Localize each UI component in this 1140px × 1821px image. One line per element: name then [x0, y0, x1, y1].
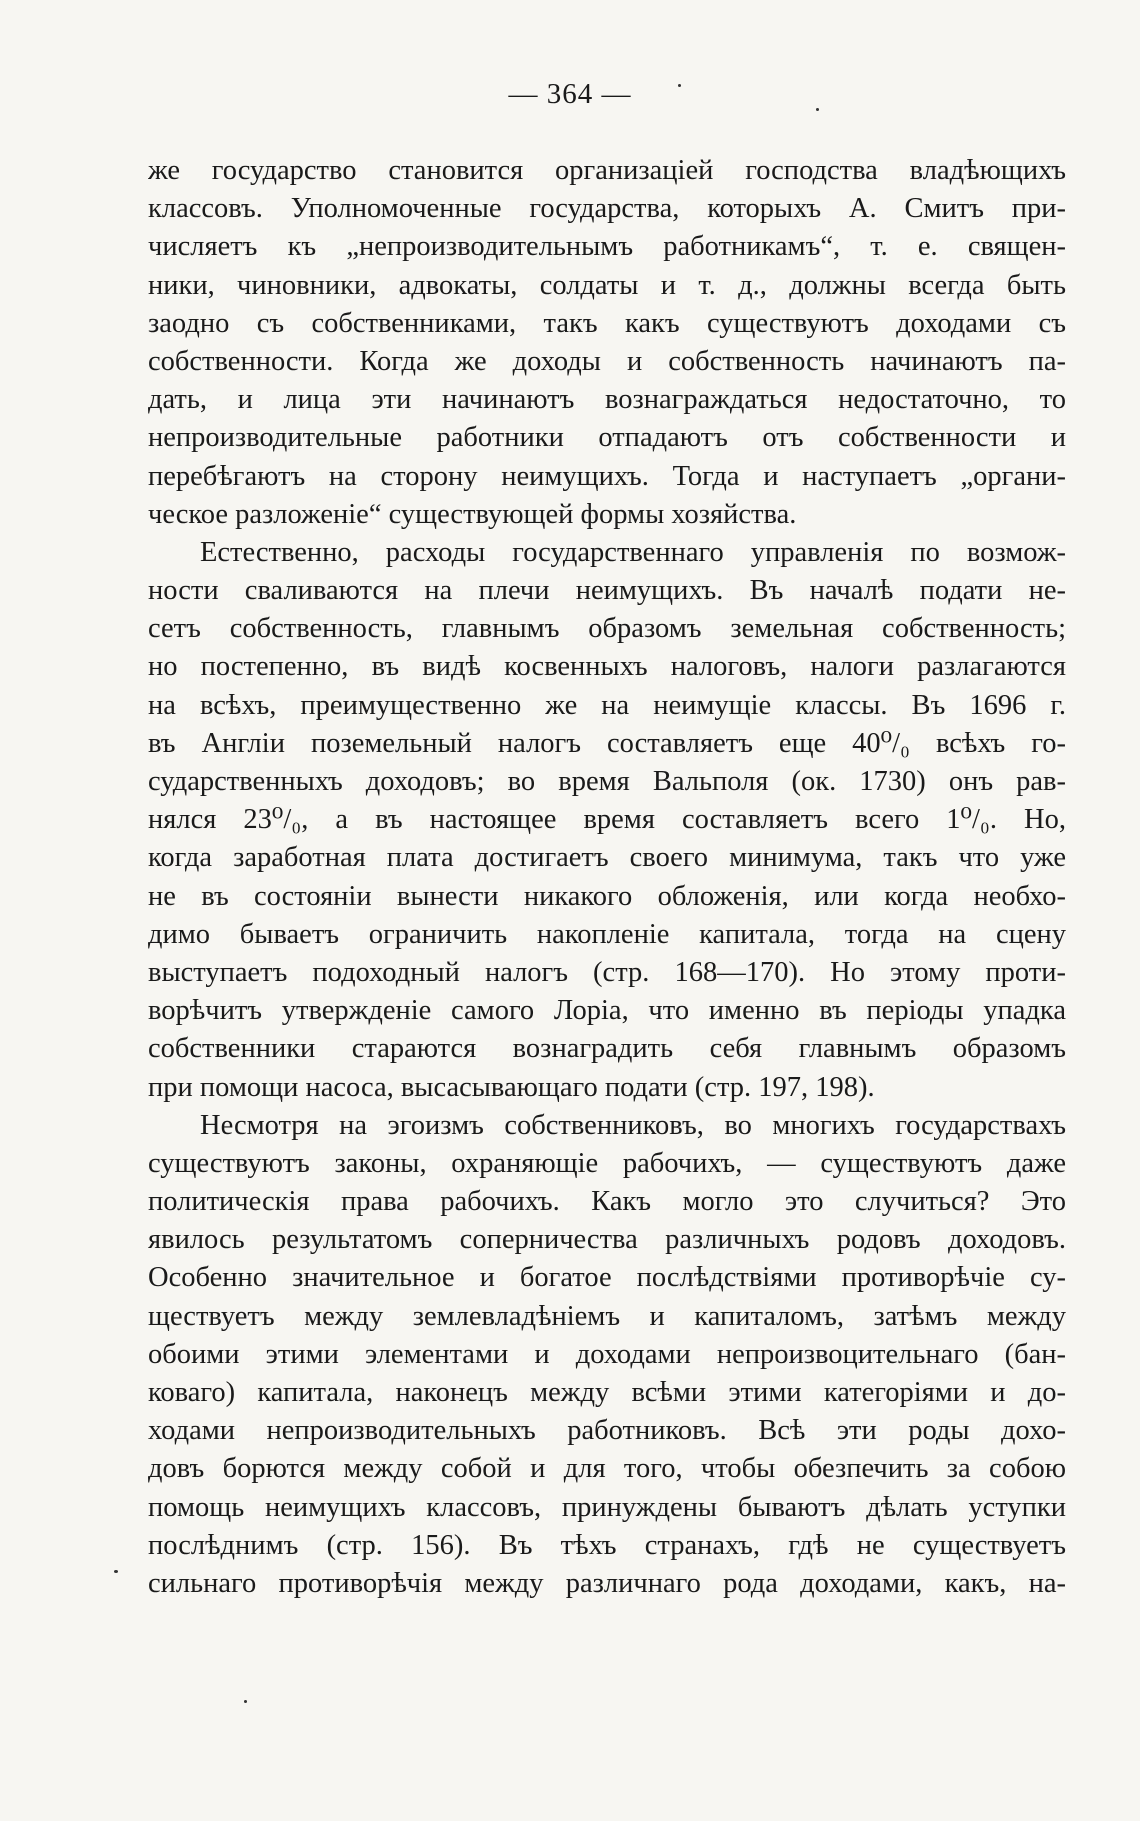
body-text: [148, 152, 1066, 1603]
text-line: когда заработная плата достигаетъ своего минимума, такъ что уже: [148, 842, 1066, 874]
text-line: послѣднимъ (стр. 156). Въ тѣхъ странахъ, гдѣ не существуетъ: [148, 1529, 1066, 1561]
text-line: собственники стараются вознаградить себя главнымъ образомъ: [148, 1033, 1066, 1065]
text-line: ники, чиновники, адвокаты, солдаты и т. д., должны всегда быть: [148, 269, 1066, 301]
text-line: довъ борются между собой и для того, чтобы обезпечить за собою: [148, 1453, 1066, 1485]
text-line: перебѣгаютъ на сторону неимущихъ. Тогда и наступаетъ „органи-: [148, 460, 1066, 492]
paragraph-3: [148, 1107, 1066, 1603]
text-line: нялся 23⁰/₀, а въ настоящее время составляетъ всего 1⁰/₀. Но,: [148, 804, 1066, 836]
text-line: сетъ собственность, главнымъ образомъ земельная собственность;: [148, 613, 1066, 645]
scan-speck: [678, 84, 681, 87]
text-line: непроизводительные работники отпадаютъ отъ собственности и: [148, 422, 1066, 454]
scan-speck: [114, 1570, 118, 1573]
text-line: классовъ. Уполномоченные государства, которыхъ А. Смитъ при-: [148, 193, 1066, 225]
scan-speck: [244, 1700, 247, 1703]
text-line: существуютъ законы, охраняющiе рабочихъ, — существуютъ даже: [148, 1147, 1066, 1179]
paragraph-2: [148, 534, 1066, 1107]
text-line: при помощи насоса, высасывающаго подати (стр. 197, 198).: [148, 1071, 875, 1103]
text-line: сильнаго противорѣчiя между различнаго рода доходами, какъ, на-: [148, 1567, 1066, 1599]
text-line: Естественно, расходы государственнаго управленiя по возмож-: [200, 536, 1066, 568]
text-line: въ Англiи поземельный налогъ составляетъ еще 40⁰/₀ всѣхъ го-: [148, 727, 1066, 759]
page-number: — 364 —: [508, 78, 632, 110]
text-line: заодно съ собственниками, такъ какъ существуютъ доходами съ: [148, 307, 1066, 339]
text-line: ворѣчитъ утвержденiе самого Лорiа, что именно въ перiоды упадка: [148, 995, 1066, 1027]
text-line: Особенно значительное и богатое послѣдствiями противорѣчiе су-: [148, 1262, 1066, 1294]
text-line: выступаетъ подоходный налогъ (стр. 168—170). Но этому проти-: [148, 956, 1066, 988]
text-line: ходами непроизводительныхъ работниковъ. Всѣ эти роды дохо-: [148, 1415, 1066, 1447]
text-line: ществуетъ между землевладѣнiемъ и капиталомъ, затѣмъ между: [148, 1300, 1066, 1332]
text-line: помощь неимущихъ классовъ, принуждены бываютъ дѣлать уступки: [148, 1491, 1066, 1523]
text-line: димо бываетъ ограничить накопленiе капитала, тогда на сцену: [148, 918, 1066, 950]
text-line: коваго) капитала, наконецъ между всѣми этими категорiями и до-: [148, 1377, 1066, 1408]
text-line: ческое разложенiе“ существующей формы хозяйства.: [148, 498, 797, 530]
text-line: политическiя права рабочихъ. Какъ могло это случиться? Это: [148, 1186, 1066, 1218]
text-line: явилось результатомъ соперничества различныхъ родовъ доходовъ.: [148, 1224, 1066, 1256]
text-line: но постепенно, въ видѣ косвенныхъ налоговъ, налоги разлагаются: [148, 651, 1066, 683]
text-line: числяетъ къ „непроизводительнымъ работникамъ“, т. е. священ-: [148, 231, 1066, 263]
text-line: дать, и лица эти начинаютъ вознаграждаться недостаточно, то: [148, 384, 1066, 416]
text-line: собственности. Когда же доходы и собственность начинаютъ па-: [148, 345, 1066, 377]
text-line: ности сваливаются на плечи неимущихъ. Въ началѣ подати не-: [148, 575, 1066, 607]
text-line: на всѣхъ, преимущественно же на неимущiе классы. Въ 1696 г.: [148, 689, 1066, 721]
text-line: обоими этими элементами и доходами непроизвоцительнаго (бан-: [148, 1338, 1066, 1370]
paragraph-1: [148, 152, 1066, 534]
scan-speck: [816, 108, 819, 111]
text-line: не въ состоянiи вынести никакого обложенiя, или когда необхо-: [148, 880, 1066, 912]
text-line: сударственныхъ доходовъ; во время Вальполя (ок. 1730) онъ рав-: [148, 766, 1066, 797]
text-line: Несмотря на эгоизмъ собственниковъ, во многихъ государствахъ: [200, 1109, 1066, 1141]
text-line: же государство становится организацiей господства владѣющихъ: [148, 155, 1066, 186]
